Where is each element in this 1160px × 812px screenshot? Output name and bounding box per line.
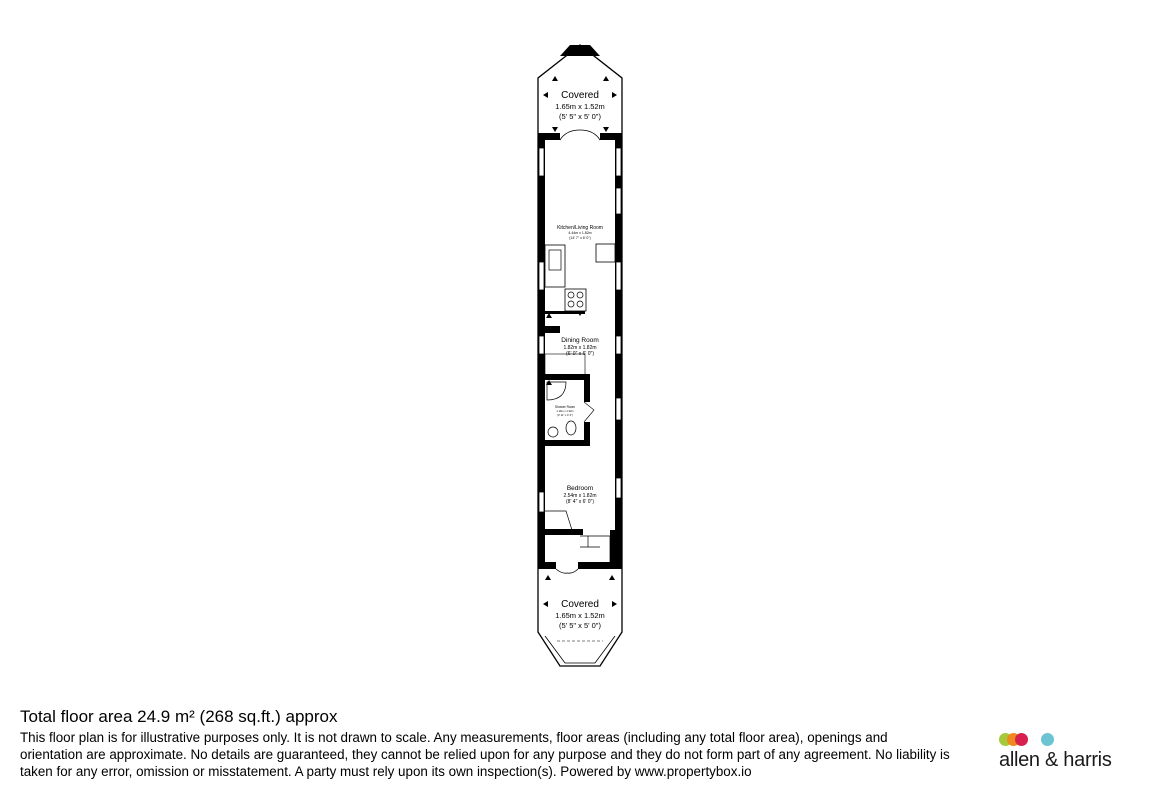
bedroom-fitting [545,511,572,530]
covered-front-imperial: (5' 5" x 5' 0") [559,112,601,121]
washbasin [548,427,558,437]
dining-name: Dining Room [561,337,599,344]
hob [565,289,586,311]
covered-front-metric: 1.65m x 1.52m [555,102,605,111]
dining-metric: 1.82m x 1.82m [563,345,597,351]
wall-front-bulkhead-right [600,133,622,140]
front-doors [560,130,600,140]
bow-fender [560,45,600,56]
disclaimer-text: This floor plan is for illustrative purposes only. It is not drawn to scale. Any measurements, floor areas (including any total floor area), openings and orientation are approximate. No details are guaranteed, they cannot be relied upon for any purpose and they do not form part of any agreement. No liability is taken for any error, omission or misstatement. A party must rely upon its own inspection(s). Powered by www.propertybox.io [20,730,950,779]
kitchen-name: Kitchen/Living Room [557,225,603,231]
shower-imperial: (3' 11" x 4' 4") [557,414,573,417]
kitchen-imperial: (14' 7" x 6' 0") [569,236,591,240]
brand-dot-red [1015,733,1028,746]
steps [580,536,610,562]
dining-imperial: (6' 0" x 6' 0") [566,351,594,357]
bedroom-metric: 2.54m x 1.82m [563,493,597,499]
wall-shower-right-upper [584,380,590,402]
shower-door-swing [584,402,594,422]
rear-doors [556,569,578,573]
wall-stub-dining [545,326,560,333]
covered-rear-name: Covered [561,599,599,610]
toilet [566,421,576,435]
shower-name: Shower Room [554,405,576,409]
covered-rear-imperial: (5' 5" x 5' 0") [559,621,601,630]
bedroom-name: Bedroom [566,485,594,492]
wall-rear-bulkhead-right [578,562,622,569]
wall-shower-top [545,374,590,380]
brand-name: allen & harris [999,749,1112,771]
kitchen-counter-right [596,244,615,262]
shower-metric: 1.19m x 1.32m [556,410,574,413]
hob-burners [568,292,583,307]
kitchen-metric: 4.44m x 1.82m [568,231,592,235]
wall-front-bulkhead-left [538,133,560,140]
brand-dot-teal [1041,733,1054,746]
wall-rear-bulkhead-left [538,562,556,569]
wall-steps [610,530,615,562]
brand-logo [995,733,1125,773]
covered-front-name: Covered [561,90,599,101]
bedroom-imperial: (8' 4" x 6' 0") [566,499,594,505]
sink-bowl [549,250,561,270]
wall-shower-right-lower [584,422,590,440]
sink-unit [545,245,565,287]
wall-shower-bottom [545,440,590,446]
covered-rear-metric: 1.65m x 1.52m [555,611,605,620]
total-floor-area: Total floor area 24.9 m² (268 sq.ft.) approx [20,707,338,726]
